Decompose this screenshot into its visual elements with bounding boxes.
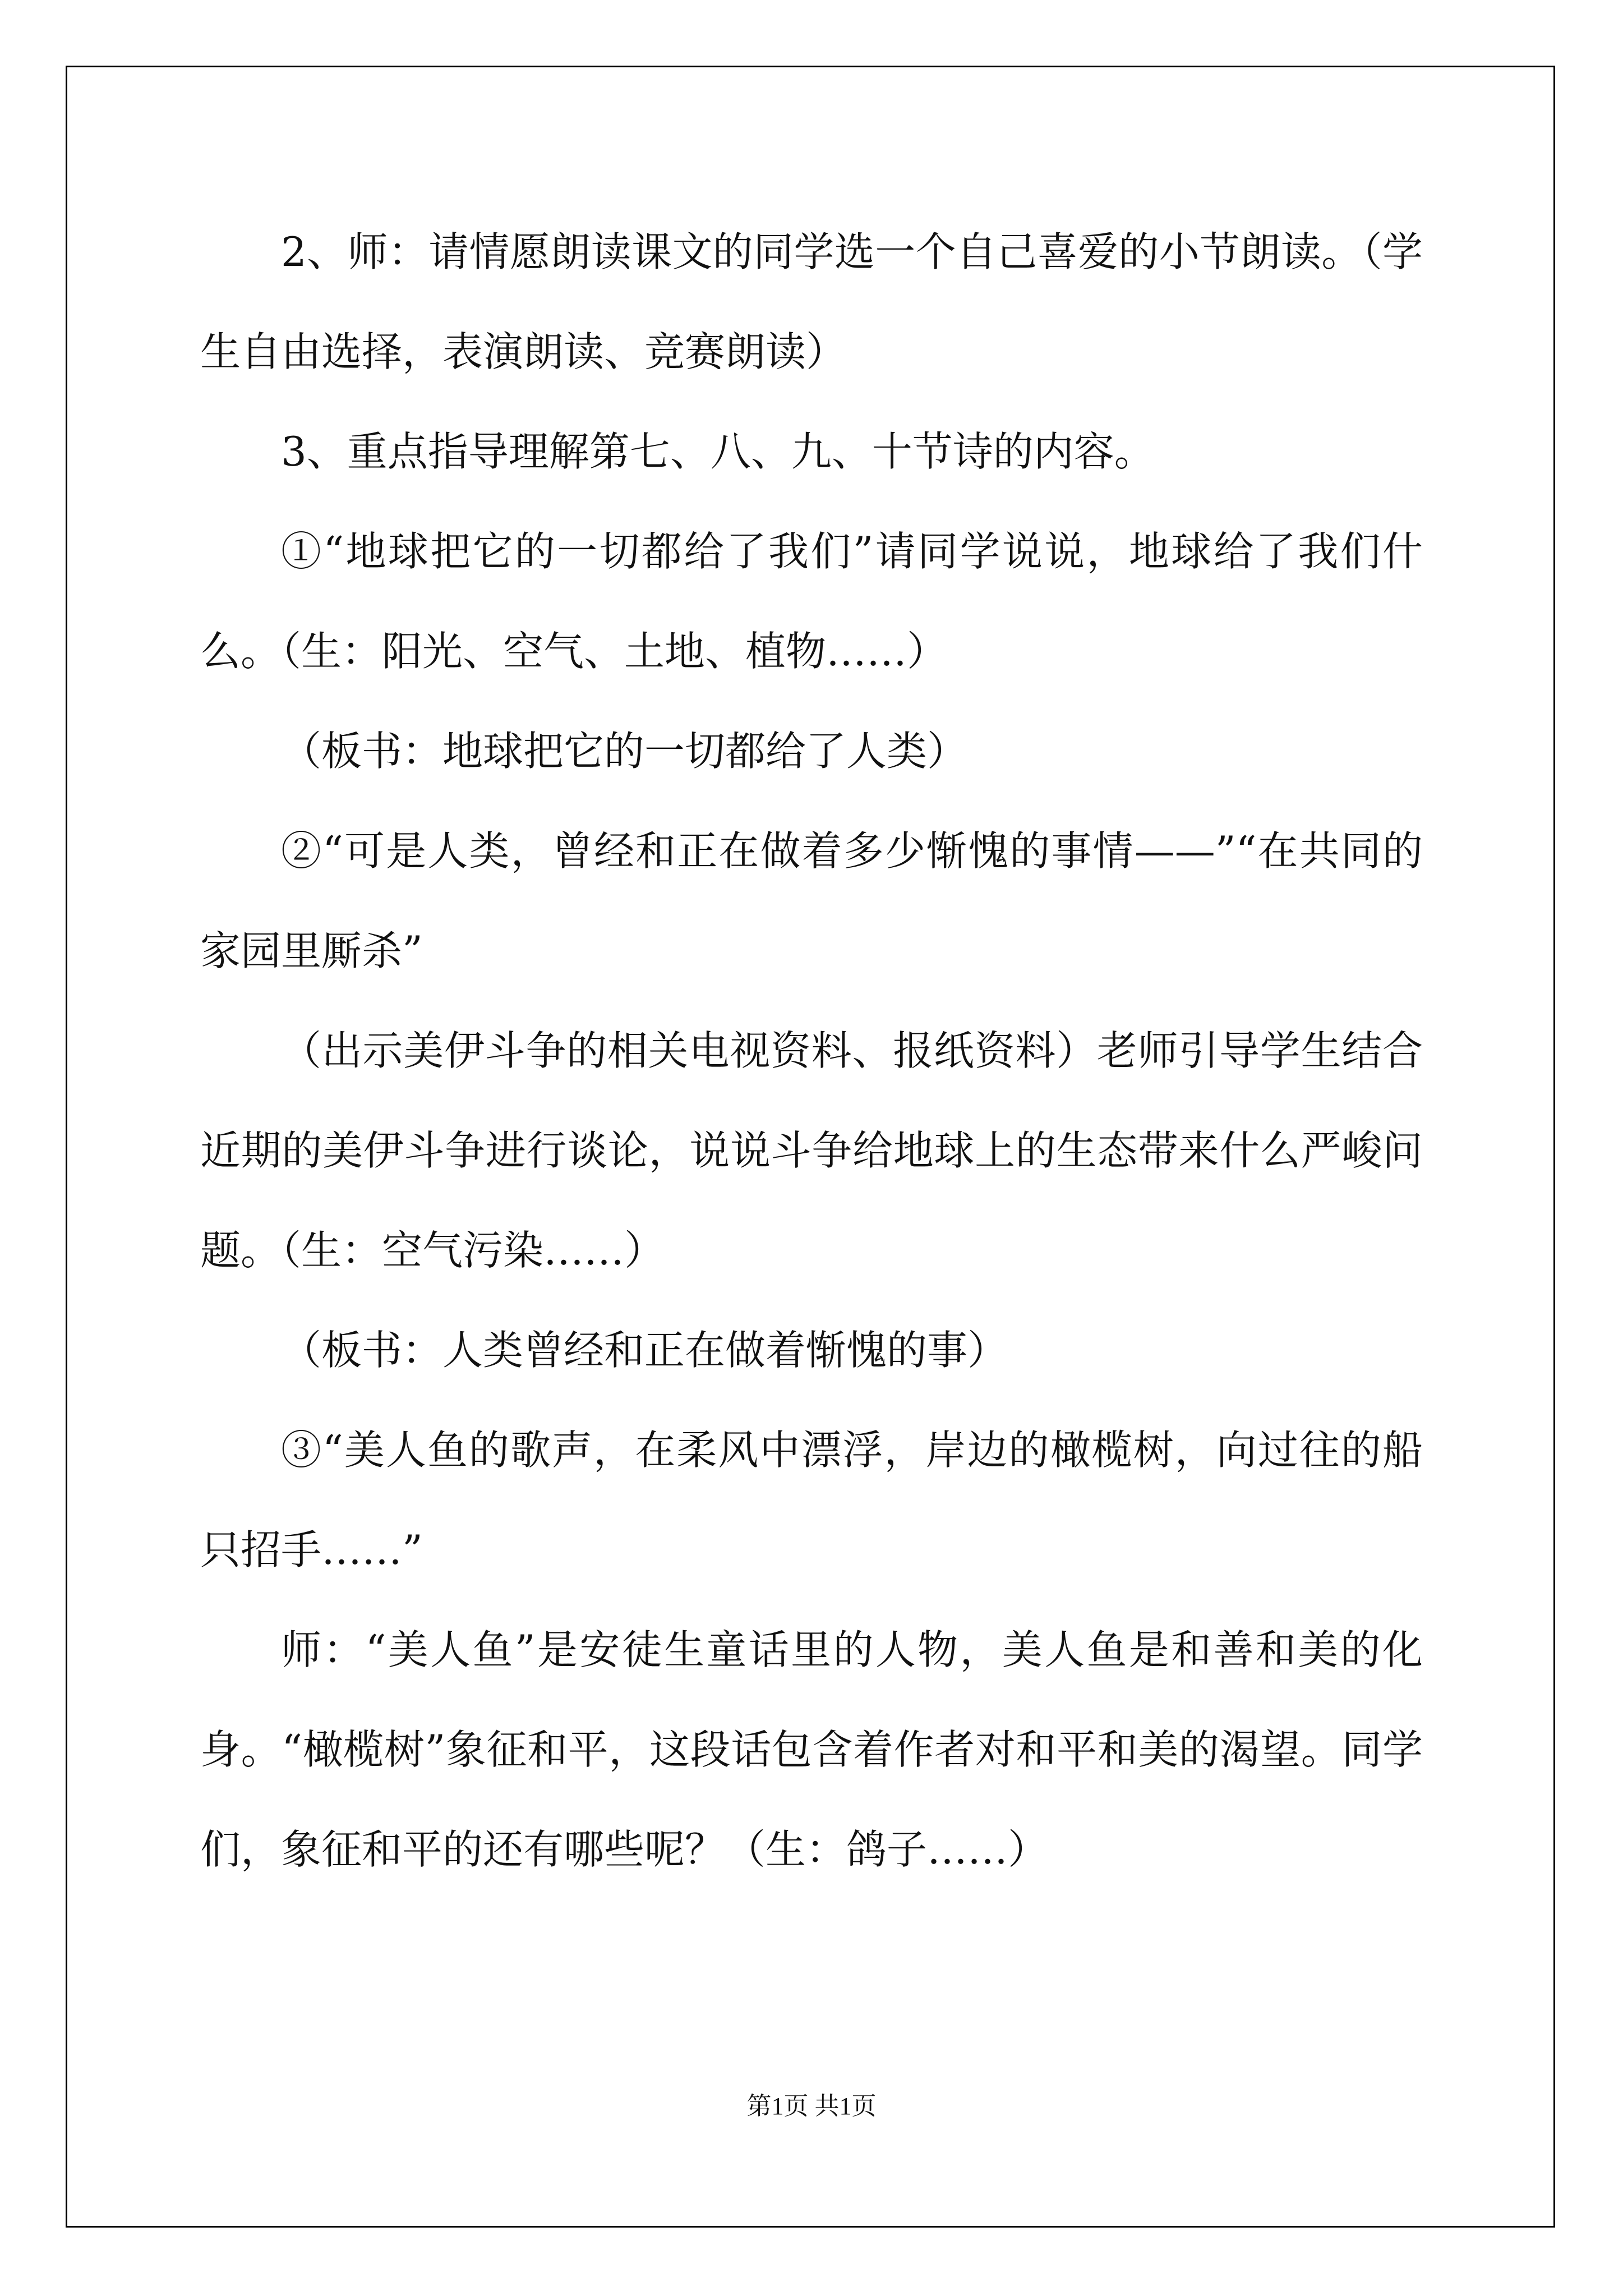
paragraph: 师：“美人鱼”是安徒生童话里的人物，美人鱼是和善和美的化身。“橄榄树”象征和平，这段话包含着作者对和平和美的渴望。同学们，象征和平的还有哪些呢？（生：鸽子……）	[200, 1626, 1423, 1873]
paragraph: 2、师：请情愿朗读课文的同学选一个自己喜爱的小节朗读。（学生自由选择，表演朗读、竞赛朗读）	[200, 228, 1423, 375]
document-body	[200, 202, 1423, 1899]
paragraph: ①“地球把它的一切都给了我们”请同学说说，地球给了我们什么。（生：阳光、空气、土地、植物……）	[200, 528, 1423, 675]
paragraph: ③“美人鱼的歌声，在柔风中漂浮，岸边的橄榄树，向过往的船只招手……”	[200, 1427, 1423, 1573]
page-footer: 第1页 共1页	[746, 2092, 877, 2120]
paragraph: 3、重点指导理解第七、八、九、十节诗的内容。	[281, 428, 1155, 475]
paragraph: （板书：地球把它的一切都给了人类）	[281, 728, 968, 775]
paragraph: （板书：人类曾经和正在做着惭愧的事）	[281, 1327, 1008, 1374]
paragraph: ②“可是人类，曾经和正在做着多少惭愧的事情——”“在共同的家园里厮杀”	[200, 827, 1423, 974]
paragraph: （出示美伊斗争的相关电视资料、报纸资料）老师引导学生结合近期的美伊斗争进行谈论，说说斗争给地球上的生态带来什么严峻问题。（生：空气污染……）	[200, 1027, 1423, 1274]
